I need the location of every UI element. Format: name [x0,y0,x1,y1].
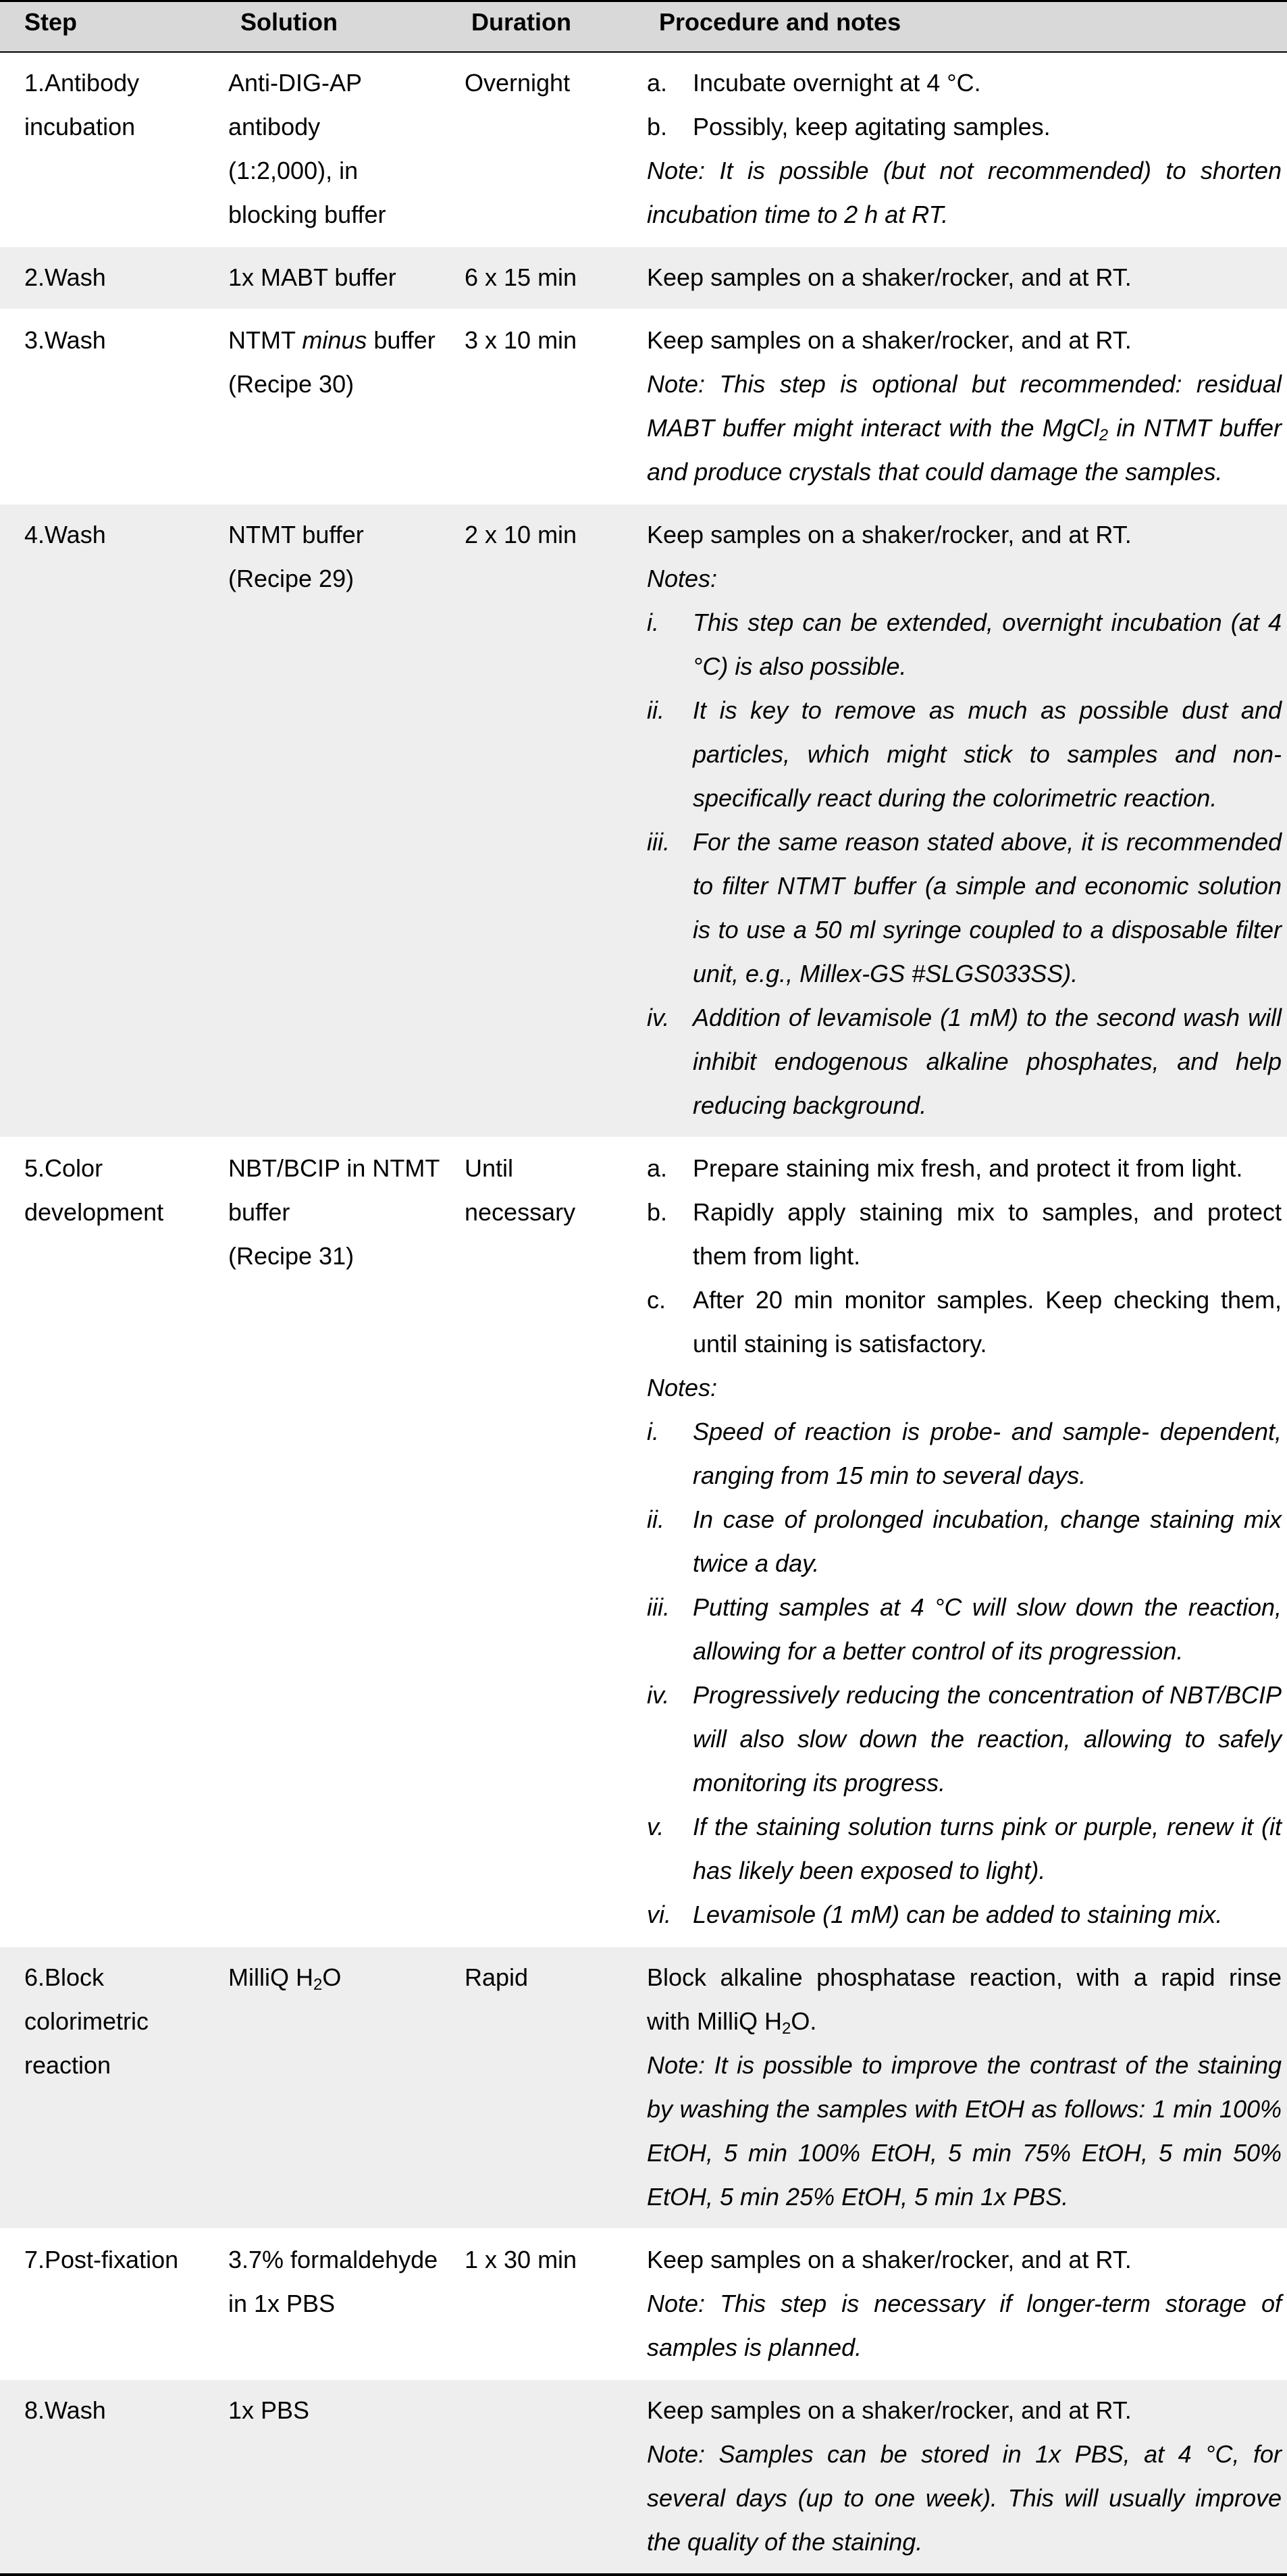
note-text: In case of prolonged incubation, change staining mix twice a day. [693,1505,1282,1577]
procedure-cell [625,247,1287,309]
note-marker: iv. [647,1004,670,1031]
step-cell: 8.Wash [0,2379,203,2575]
note-item [647,820,1282,996]
solution-prefix: NTMT [228,326,303,354]
procedure-note: Note: This step is necessary if longer-term storage of samples is planned. [647,2290,1282,2361]
step-cell: 7.Post-fixation [0,2229,203,2379]
solution-subscript: 2 [313,1976,323,1994]
solution-line: NTMT buffer [228,521,364,548]
notes-label: Notes: [647,565,718,592]
header-row [0,1,1287,53]
header-solution: Solution [203,1,446,53]
duration-cell: Rapid [446,1947,625,2229]
table-row [0,1137,1287,1947]
solution-text: O [322,1963,342,1991]
solution-line: blocking buffer [228,201,386,228]
table-row [0,504,1287,1137]
solution-line: (1:2,000), in [228,157,359,184]
note-marker: i. [647,609,659,636]
procedure-cell [625,1947,1287,2229]
note-marker: iii. [647,1593,670,1621]
table-row [0,309,1287,504]
procedure-text-part: Block alkaline phosphatase reaction, with a rapid rinse with MilliQ H [647,1963,1282,2035]
duration-cell: Until necessary [446,1137,625,1947]
note-item [647,1892,1282,1936]
solution-line: buffer [228,1198,290,1226]
list-marker: b. [647,1198,668,1226]
note-marker: v. [647,1813,664,1840]
procedure-note [647,362,1282,494]
step-cell: 4.Wash [0,504,203,1137]
step-line: development [24,1198,164,1226]
list-item [647,1190,1282,1278]
step-cell [0,1947,203,2229]
solution-line: NBT/BCIP in NTMT [228,1154,440,1182]
note-item [647,1585,1282,1673]
duration-cell: 1 x 30 min [446,2229,625,2379]
procedure-text: Keep samples on a shaker/rocker, and at RT. [647,521,1132,548]
note-item [647,996,1282,1127]
list-item [647,1278,1282,1366]
note-text: Note: This step is optional but recommended: residual MABT buffer might interact with the MgCl [647,370,1282,442]
procedure-note: Note: It is possible to improve the contrast of the staining by washing the samples with EtOH as follows: 1 min 100% EtOH, 5 min 100% EtOH, 5 min 75% EtOH, 5 min 50% EtOH, 5 min 25% EtOH, 5 min 1x PBS. [647,2051,1282,2211]
step-line: 1.Antibody [24,69,140,97]
note-marker: iii. [647,828,670,856]
table-row [0,52,1287,247]
solution-line: in 1x PBS [228,2290,336,2317]
procedure-cell [625,504,1287,1137]
note-marker: ii. [647,696,664,724]
step-line: 6.Block [24,1963,105,1991]
note-item [647,1497,1282,1585]
list-marker: c. [647,1286,666,1314]
header-procedure: Procedure and notes [625,1,1287,53]
header-duration: Duration [446,1,625,53]
procedure-text: Keep samples on a shaker/rocker, and at RT. [647,263,1132,291]
procedure-text: Keep samples on a shaker/rocker, and at RT. [647,326,1132,354]
table-row [0,1947,1287,2229]
table-row [0,247,1287,309]
solution-cell [203,2229,446,2379]
step-line: 5.Color [24,1154,103,1182]
solution-line [228,318,446,362]
procedure-cell [625,1137,1287,1947]
step-cell [0,1137,203,1947]
list-text: Rapidly apply staining mix to samples, and protect them from light. [693,1198,1282,1270]
table-row [0,2229,1287,2379]
procedure-cell [625,52,1287,247]
solution-suffix: buffer [367,326,436,354]
note-subscript: 2 [1099,426,1109,444]
solution-line: antibody [228,113,321,140]
solution-line: (Recipe 29) [228,565,354,592]
note-item [647,1673,1282,1805]
note-text: Levamisole (1 mM) can be added to staining mix. [693,1901,1223,1928]
procedure-cell [625,2229,1287,2379]
note-text: For the same reason stated above, it is recommended to filter NTMT buffer (a simple and economic solution is to use a 50 ml syringe coupled to a disposable filter unit, e.g., Millex-GS #SLGS033SS). [693,828,1282,987]
solution-text: MilliQ H [228,1963,313,1991]
list-marker: b. [647,113,668,140]
note-text: Putting samples at 4 °C will slow down the reaction, allowing for a better control of its progression. [693,1593,1282,1665]
list-item [647,105,1282,149]
duration-cell [446,2379,625,2575]
procedure-text: Keep samples on a shaker/rocker, and at RT. [647,2246,1132,2273]
list-text: After 20 min monitor samples. Keep checking them, until staining is satisfactory. [693,1286,1282,1358]
note-text: It is key to remove as much as possible dust and particles, which might stick to samples and non-specifically react during the colorimetric reaction. [693,696,1282,812]
solution-cell [203,309,446,504]
procedure-cell [625,2379,1287,2575]
note-text: Speed of reaction is probe- and sample- dependent, ranging from 15 min to several days. [693,1418,1282,1489]
list-text: Incubate overnight at 4 °C. [693,69,981,97]
solution-cell [203,504,446,1137]
note-text: This step can be extended, overnight incubation (at 4 °C) is also possible. [693,609,1282,680]
procedure-note: Note: Samples can be stored in 1x PBS, at 4 °C, for several days (up to one week). This will usually improve the quality of the staining. [647,2440,1282,2556]
list-item [647,61,1282,105]
procedure-text [647,1955,1282,2043]
solution-line: (Recipe 31) [228,1242,354,1270]
step-line: reaction [24,2051,111,2079]
note-marker: iv. [647,1681,670,1709]
header-step: Step [0,1,203,53]
table-row [0,2379,1287,2575]
procedure-subscript: 2 [782,2019,791,2038]
step-line: colorimetric [24,2007,149,2035]
solution-line: (Recipe 30) [228,370,354,398]
note-marker: vi. [647,1901,671,1928]
step-cell: 3.Wash [0,309,203,504]
note-text: in NTMT buffer and produce crystals that could damage the samples. [647,414,1282,486]
duration-cell: 3 x 10 min [446,309,625,504]
note-item [647,1410,1282,1497]
solution-line: Anti-DIG-AP [228,69,363,97]
list-item [647,1146,1282,1190]
note-item [647,600,1282,688]
list-marker: a. [647,1154,668,1182]
solution-line: 3.7% formaldehyde [228,2246,438,2273]
procedure-cell [625,309,1287,504]
solution-cell [203,52,446,247]
note-text: If the staining solution turns pink or purple, renew it (it has likely been exposed to light). [693,1813,1282,1884]
step-line: incubation [24,113,136,140]
note-item [647,1805,1282,1892]
duration-cell: 2 x 10 min [446,504,625,1137]
solution-cell: 1x PBS [203,2379,446,2575]
solution-italic: minus [302,326,367,354]
solution-cell [203,1137,446,1947]
solution-cell [203,1947,446,2229]
note-text: Progressively reducing the concentration of NBT/BCIP will also slow down the reaction, allowing to safely monitoring its progress. [693,1681,1282,1797]
note-text: Addition of levamisole (1 mM) to the second wash will inhibit endogenous alkaline phosphates, and help reducing background. [693,1004,1282,1119]
step-cell [0,52,203,247]
notes-label: Notes: [647,1374,718,1401]
note-item [647,688,1282,820]
note-marker: i. [647,1418,659,1445]
procedure-text: Keep samples on a shaker/rocker, and at RT. [647,2396,1132,2424]
procedure-text-part: O. [791,2007,817,2035]
duration-cell: 6 x 15 min [446,247,625,309]
list-text: Possibly, keep agitating samples. [693,113,1051,140]
solution-cell: 1x MABT buffer [203,247,446,309]
list-marker: a. [647,69,668,97]
step-cell: 2.Wash [0,247,203,309]
procedure-note: Note: It is possible (but not recommended) to shorten incubation time to 2 h at RT. [647,157,1282,228]
note-marker: ii. [647,1505,664,1533]
duration-cell: Overnight [446,52,625,247]
list-text: Prepare staining mix fresh, and protect it from light. [693,1154,1243,1182]
